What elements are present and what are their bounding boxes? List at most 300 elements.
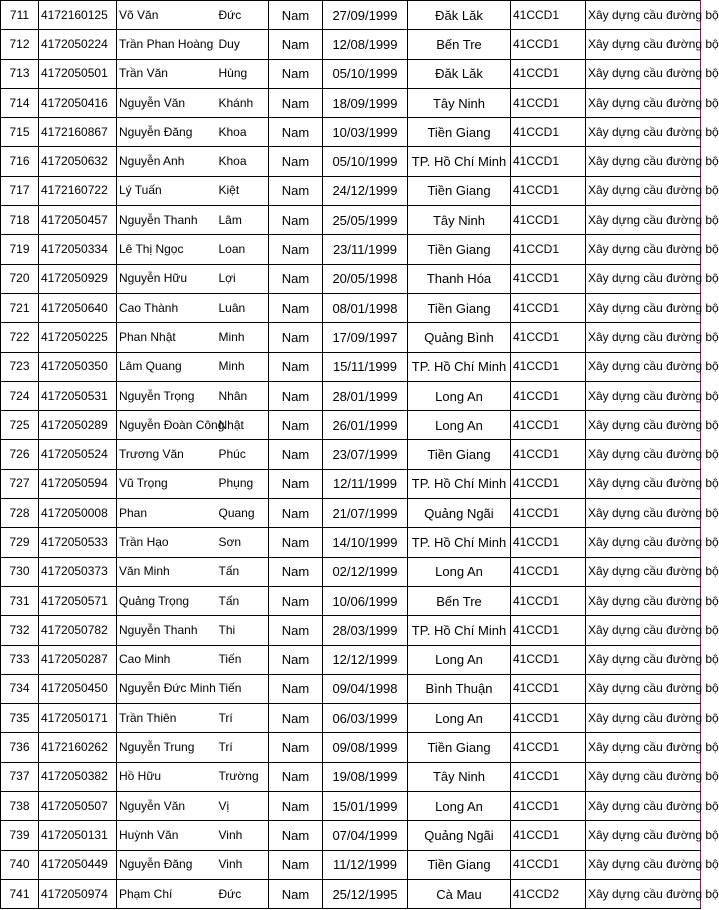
date-of-birth-cell: 17/09/1997 [323,323,408,352]
place-of-birth-cell: Tiền Giang [408,293,511,322]
place-of-birth-cell: Long An [408,381,511,410]
major-cell: Xây dựng cầu đường bộ [586,293,701,322]
class-code-cell: 41CCD1 [511,440,586,469]
gender-cell: Nam [269,704,323,733]
first-name-cell: Lợi [217,264,269,293]
date-of-birth-cell: 26/01/1999 [323,411,408,440]
row-number-cell: 731 [1,586,39,615]
first-name-cell: Vị [217,792,269,821]
gender-cell: Nam [269,176,323,205]
place-of-birth-cell: Tiền Giang [408,440,511,469]
place-of-birth-cell: TP. Hồ Chí Minh [408,528,511,557]
class-code-cell: 41CCD1 [511,557,586,586]
gender-cell: Nam [269,645,323,674]
last-middle-name-cell: Trần Phan Hoàng [117,30,217,59]
student-id-cell: 4172050501 [39,59,117,88]
student-id-cell: 4172160867 [39,118,117,147]
first-name-cell: Trường [217,762,269,791]
last-middle-name-cell: Lê Thị Ngọc [117,235,217,264]
class-code-cell: 41CCD1 [511,733,586,762]
row-number-cell: 730 [1,557,39,586]
class-code-cell: 41CCD1 [511,411,586,440]
last-middle-name-cell: Huỳnh Văn [117,821,217,850]
last-middle-name-cell: Nguyễn Hữu [117,264,217,293]
first-name-cell: Duy [217,30,269,59]
table-row [1,411,701,440]
class-code-cell: 41CCD1 [511,59,586,88]
date-of-birth-cell: 11/12/1999 [323,850,408,879]
date-of-birth-cell: 24/12/1999 [323,176,408,205]
student-id-cell: 4172050531 [39,381,117,410]
student-id-cell: 4172050782 [39,616,117,645]
class-code-cell: 41CCD1 [511,792,586,821]
major-cell: Xây dựng cầu đường bộ [586,850,701,879]
row-number-cell: 736 [1,733,39,762]
last-middle-name-cell: Trần Thiên [117,704,217,733]
gender-cell: Nam [269,499,323,528]
table-row [1,293,701,322]
place-of-birth-cell: Tiền Giang [408,850,511,879]
first-name-cell: Đức [217,879,269,908]
major-cell: Xây dựng cầu đường bộ [586,411,701,440]
last-middle-name-cell: Phan Nhật [117,323,217,352]
row-number-cell: 738 [1,792,39,821]
row-number-cell: 714 [1,88,39,117]
gender-cell: Nam [269,30,323,59]
major-cell: Xây dựng cầu đường bộ [586,792,701,821]
place-of-birth-cell: TP. Hồ Chí Minh [408,469,511,498]
row-number-cell: 725 [1,411,39,440]
row-number-cell: 739 [1,821,39,850]
table-row [1,879,701,908]
major-cell: Xây dựng cầu đường bộ [586,88,701,117]
first-name-cell: Tấn [217,557,269,586]
first-name-cell: Khoa [217,147,269,176]
student-id-cell: 4172050289 [39,411,117,440]
gender-cell: Nam [269,264,323,293]
row-number-cell: 711 [1,1,39,30]
table-body [1,1,719,909]
last-middle-name-cell: Hồ Hữu [117,762,217,791]
gender-cell: Nam [269,528,323,557]
row-number-cell: 732 [1,616,39,645]
gender-cell: Nam [269,88,323,117]
student-id-cell: 4172050507 [39,792,117,821]
row-number-cell: 720 [1,264,39,293]
table-row [1,528,701,557]
first-name-cell: Phúc [217,440,269,469]
row-number-cell: 728 [1,499,39,528]
student-id-cell: 4172050382 [39,762,117,791]
place-of-birth-cell: Quảng Ngãi [408,499,511,528]
major-cell: Xây dựng cầu đường bộ [586,557,701,586]
class-code-cell: 41CCD1 [511,645,586,674]
date-of-birth-cell: 05/10/1999 [323,147,408,176]
major-cell: Xây dựng cầu đường bộ [586,586,701,615]
last-middle-name-cell: Lâm Quang [117,352,217,381]
row-number-cell: 718 [1,206,39,235]
place-of-birth-cell: Tiền Giang [408,235,511,264]
class-code-cell: 41CCD1 [511,674,586,703]
date-of-birth-cell: 23/11/1999 [323,235,408,264]
date-of-birth-cell: 28/01/1999 [323,381,408,410]
class-code-cell: 41CCD1 [511,147,586,176]
date-of-birth-cell: 18/09/1999 [323,88,408,117]
row-number-cell: 733 [1,645,39,674]
place-of-birth-cell: Tây Ninh [408,206,511,235]
gender-cell: Nam [269,235,323,264]
major-cell: Xây dựng cầu đường bộ [586,176,701,205]
major-cell: Xây dựng cầu đường bộ [586,30,701,59]
major-cell: Xây dựng cầu đường bộ [586,323,701,352]
gender-cell: Nam [269,674,323,703]
major-cell: Xây dựng cầu đường bộ [586,264,701,293]
table-row [1,1,701,30]
row-number-cell: 716 [1,147,39,176]
class-code-cell: 41CCD2 [511,879,586,908]
table-row [1,762,701,791]
student-id-cell: 4172050450 [39,674,117,703]
first-name-cell: Tấn [217,586,269,615]
first-name-cell: Vinh [217,850,269,879]
gender-cell: Nam [269,381,323,410]
first-name-cell: Minh [217,352,269,381]
student-id-cell: 4172050171 [39,704,117,733]
class-code-cell: 41CCD1 [511,850,586,879]
gender-cell: Nam [269,557,323,586]
class-code-cell: 41CCD1 [511,469,586,498]
last-middle-name-cell: Phan [117,499,217,528]
table-row [1,586,701,615]
date-of-birth-cell: 14/10/1999 [323,528,408,557]
last-middle-name-cell: Cao Minh [117,645,217,674]
class-code-cell: 41CCD1 [511,30,586,59]
student-id-cell: 4172050225 [39,323,117,352]
first-name-cell: Trí [217,704,269,733]
row-number-cell: 741 [1,879,39,908]
table-row [1,792,701,821]
date-of-birth-cell: 25/05/1999 [323,206,408,235]
row-number-cell: 737 [1,762,39,791]
table-row [1,733,701,762]
first-name-cell: Hùng [217,59,269,88]
last-middle-name-cell: Võ Văn [117,1,217,30]
first-name-cell: Luân [217,293,269,322]
row-number-cell: 715 [1,118,39,147]
place-of-birth-cell: Long An [408,411,511,440]
class-code-cell: 41CCD1 [511,323,586,352]
row-number-cell: 726 [1,440,39,469]
student-id-cell: 4172160722 [39,176,117,205]
place-of-birth-cell: Bến Tre [408,30,511,59]
date-of-birth-cell: 12/08/1999 [323,30,408,59]
student-id-cell: 4172050632 [39,147,117,176]
major-cell: Xây dựng cầu đường bộ [586,206,701,235]
major-cell: Xây dựng cầu đường bộ [586,381,701,410]
last-middle-name-cell: Nguyễn Đăng [117,118,217,147]
first-name-cell: Nhân [217,381,269,410]
row-number-cell: 719 [1,235,39,264]
table-row [1,381,701,410]
date-of-birth-cell: 15/01/1999 [323,792,408,821]
date-of-birth-cell: 20/05/1998 [323,264,408,293]
student-id-cell: 4172050533 [39,528,117,557]
class-code-cell: 41CCD1 [511,293,586,322]
class-code-cell: 41CCD1 [511,499,586,528]
student-id-cell: 4172050929 [39,264,117,293]
class-code-cell: 41CCD1 [511,352,586,381]
first-name-cell: Nhật [217,411,269,440]
major-cell: Xây dựng cầu đường bộ [586,528,701,557]
last-middle-name-cell: Nguyễn Đoàn Công [117,411,217,440]
place-of-birth-cell: Đăk Lăk [408,59,511,88]
class-code-cell: 41CCD1 [511,118,586,147]
date-of-birth-cell: 02/12/1999 [323,557,408,586]
class-code-cell: 41CCD1 [511,704,586,733]
table-row [1,235,701,264]
table-row [1,440,701,469]
row-number-cell: 734 [1,674,39,703]
student-id-cell: 4172050416 [39,88,117,117]
table-row [1,704,701,733]
last-middle-name-cell: Nguyễn Đức Minh [117,674,217,703]
date-of-birth-cell: 05/10/1999 [323,59,408,88]
place-of-birth-cell: Đăk Lăk [408,1,511,30]
last-middle-name-cell: Nguyễn Anh [117,147,217,176]
place-of-birth-cell: Tiền Giang [408,176,511,205]
last-middle-name-cell: Trần Văn [117,59,217,88]
gender-cell: Nam [269,59,323,88]
place-of-birth-cell: TP. Hồ Chí Minh [408,147,511,176]
table-row [1,118,701,147]
table-row [1,352,701,381]
table-row [1,88,701,117]
first-name-cell: Đức [217,1,269,30]
last-middle-name-cell: Nguyễn Thanh [117,616,217,645]
gender-cell: Nam [269,118,323,147]
table-row [1,674,701,703]
last-middle-name-cell: Nguyễn Văn [117,792,217,821]
first-name-cell: Khánh [217,88,269,117]
gender-cell: Nam [269,1,323,30]
date-of-birth-cell: 19/08/1999 [323,762,408,791]
student-id-cell: 4172050334 [39,235,117,264]
first-name-cell: Tiến [217,674,269,703]
class-code-cell: 41CCD1 [511,235,586,264]
table-row [1,499,701,528]
gender-cell: Nam [269,792,323,821]
class-code-cell: 41CCD1 [511,528,586,557]
place-of-birth-cell: Tiền Giang [408,733,511,762]
place-of-birth-cell: Long An [408,557,511,586]
table-row [1,147,701,176]
first-name-cell: Trí [217,733,269,762]
last-middle-name-cell: Nguyễn Trung [117,733,217,762]
major-cell: Xây dựng cầu đường bộ [586,1,701,30]
place-of-birth-cell: Tây Ninh [408,762,511,791]
place-of-birth-cell: Thanh Hóa [408,264,511,293]
last-middle-name-cell: Văn Minh [117,557,217,586]
class-code-cell: 41CCD1 [511,762,586,791]
gender-cell: Nam [269,352,323,381]
place-of-birth-cell: Cà Mau [408,879,511,908]
major-cell: Xây dựng cầu đường bộ [586,879,701,908]
last-middle-name-cell: Nguyễn Đăng [117,850,217,879]
major-cell: Xây dựng cầu đường bộ [586,733,701,762]
first-name-cell: Minh [217,323,269,352]
gender-cell: Nam [269,821,323,850]
table-row [1,469,701,498]
date-of-birth-cell: 10/06/1999 [323,586,408,615]
last-middle-name-cell: Quảng Trọng [117,586,217,615]
student-id-cell: 4172050373 [39,557,117,586]
student-id-cell: 4172050974 [39,879,117,908]
major-cell: Xây dựng cầu đường bộ [586,59,701,88]
place-of-birth-cell: Quảng Ngãi [408,821,511,850]
place-of-birth-cell: Bình Thuận [408,674,511,703]
date-of-birth-cell: 06/03/1999 [323,704,408,733]
date-of-birth-cell: 08/01/1998 [323,293,408,322]
major-cell: Xây dựng cầu đường bộ [586,118,701,147]
student-id-cell: 4172050571 [39,586,117,615]
gender-cell: Nam [269,733,323,762]
row-number-cell: 729 [1,528,39,557]
row-number-cell: 740 [1,850,39,879]
date-of-birth-cell: 07/04/1999 [323,821,408,850]
date-of-birth-cell: 21/07/1999 [323,499,408,528]
major-cell: Xây dựng cầu đường bộ [586,762,701,791]
gender-cell: Nam [269,762,323,791]
last-middle-name-cell: Nguyễn Trọng [117,381,217,410]
last-middle-name-cell: Nguyễn Thanh [117,206,217,235]
date-of-birth-cell: 12/12/1999 [323,645,408,674]
row-number-cell: 735 [1,704,39,733]
class-code-cell: 41CCD1 [511,1,586,30]
row-number-cell: 727 [1,469,39,498]
date-of-birth-cell: 28/03/1999 [323,616,408,645]
class-code-cell: 41CCD1 [511,264,586,293]
first-name-cell: Phụng [217,469,269,498]
table-row [1,616,701,645]
first-name-cell: Vinh [217,821,269,850]
class-code-cell: 41CCD1 [511,821,586,850]
class-code-cell: 41CCD1 [511,616,586,645]
class-code-cell: 41CCD1 [511,586,586,615]
major-cell: Xây dựng cầu đường bộ [586,352,701,381]
row-number-cell: 723 [1,352,39,381]
table-row [1,30,701,59]
table-row [1,323,701,352]
gender-cell: Nam [269,850,323,879]
first-name-cell: Kiệt [217,176,269,205]
first-name-cell: Khoa [217,118,269,147]
table-row [1,59,701,88]
table-row [1,206,701,235]
table-row [1,264,701,293]
row-number-cell: 713 [1,59,39,88]
row-number-cell: 724 [1,381,39,410]
row-number-cell: 722 [1,323,39,352]
table-row [1,176,701,205]
gender-cell: Nam [269,616,323,645]
place-of-birth-cell: Long An [408,704,511,733]
last-middle-name-cell: Trương Văn [117,440,217,469]
major-cell: Xây dựng cầu đường bộ [586,704,701,733]
gender-cell: Nam [269,411,323,440]
gender-cell: Nam [269,293,323,322]
table-row [1,557,701,586]
major-cell: Xây dựng cầu đường bộ [586,499,701,528]
student-id-cell: 4172050131 [39,821,117,850]
row-number-cell: 721 [1,293,39,322]
row-number-cell: 712 [1,30,39,59]
class-code-cell: 41CCD1 [511,206,586,235]
major-cell: Xây dựng cầu đường bộ [586,674,701,703]
class-code-cell: 41CCD1 [511,88,586,117]
last-middle-name-cell: Trần Hạo [117,528,217,557]
gender-cell: Nam [269,440,323,469]
student-id-cell: 4172050449 [39,850,117,879]
first-name-cell: Thi [217,616,269,645]
last-middle-name-cell: Nguyễn Văn [117,88,217,117]
major-cell: Xây dựng cầu đường bộ [586,147,701,176]
table-row [1,850,701,879]
class-code-cell: 41CCD1 [511,176,586,205]
major-cell: Xây dựng cầu đường bộ [586,440,701,469]
first-name-cell: Lâm [217,206,269,235]
student-id-cell: 4172050594 [39,469,117,498]
student-id-cell: 4172050350 [39,352,117,381]
place-of-birth-cell: Tiền Giang [408,118,511,147]
student-id-cell: 4172160262 [39,733,117,762]
date-of-birth-cell: 23/07/1999 [323,440,408,469]
student-id-cell: 4172050457 [39,206,117,235]
student-id-cell: 4172050524 [39,440,117,469]
student-id-cell: 4172050008 [39,499,117,528]
table-row [1,645,701,674]
gender-cell: Nam [269,206,323,235]
place-of-birth-cell: Quảng Bình [408,323,511,352]
place-of-birth-cell: Tây Ninh [408,88,511,117]
student-id-cell: 4172160125 [39,1,117,30]
last-middle-name-cell: Vũ Trọng [117,469,217,498]
place-of-birth-cell: Bến Tre [408,586,511,615]
major-cell: Xây dựng cầu đường bộ [586,469,701,498]
place-of-birth-cell: Long An [408,792,511,821]
last-middle-name-cell: Cao Thành [117,293,217,322]
major-cell: Xây dựng cầu đường bộ [586,235,701,264]
last-middle-name-cell: Lý Tuấn [117,176,217,205]
major-cell: Xây dựng cầu đường bộ [586,616,701,645]
place-of-birth-cell: TP. Hồ Chí Minh [408,352,511,381]
row-number-cell: 717 [1,176,39,205]
place-of-birth-cell: TP. Hồ Chí Minh [408,616,511,645]
date-of-birth-cell: 09/04/1998 [323,674,408,703]
gender-cell: Nam [269,147,323,176]
first-name-cell: Loan [217,235,269,264]
date-of-birth-cell: 12/11/1999 [323,469,408,498]
gender-cell: Nam [269,469,323,498]
first-name-cell: Quang [217,499,269,528]
student-id-cell: 4172050224 [39,30,117,59]
date-of-birth-cell: 25/12/1995 [323,879,408,908]
student-id-cell: 4172050640 [39,293,117,322]
last-middle-name-cell: Phạm Chí [117,879,217,908]
gender-cell: Nam [269,323,323,352]
gender-cell: Nam [269,879,323,908]
gender-cell: Nam [269,586,323,615]
class-code-cell: 41CCD1 [511,381,586,410]
